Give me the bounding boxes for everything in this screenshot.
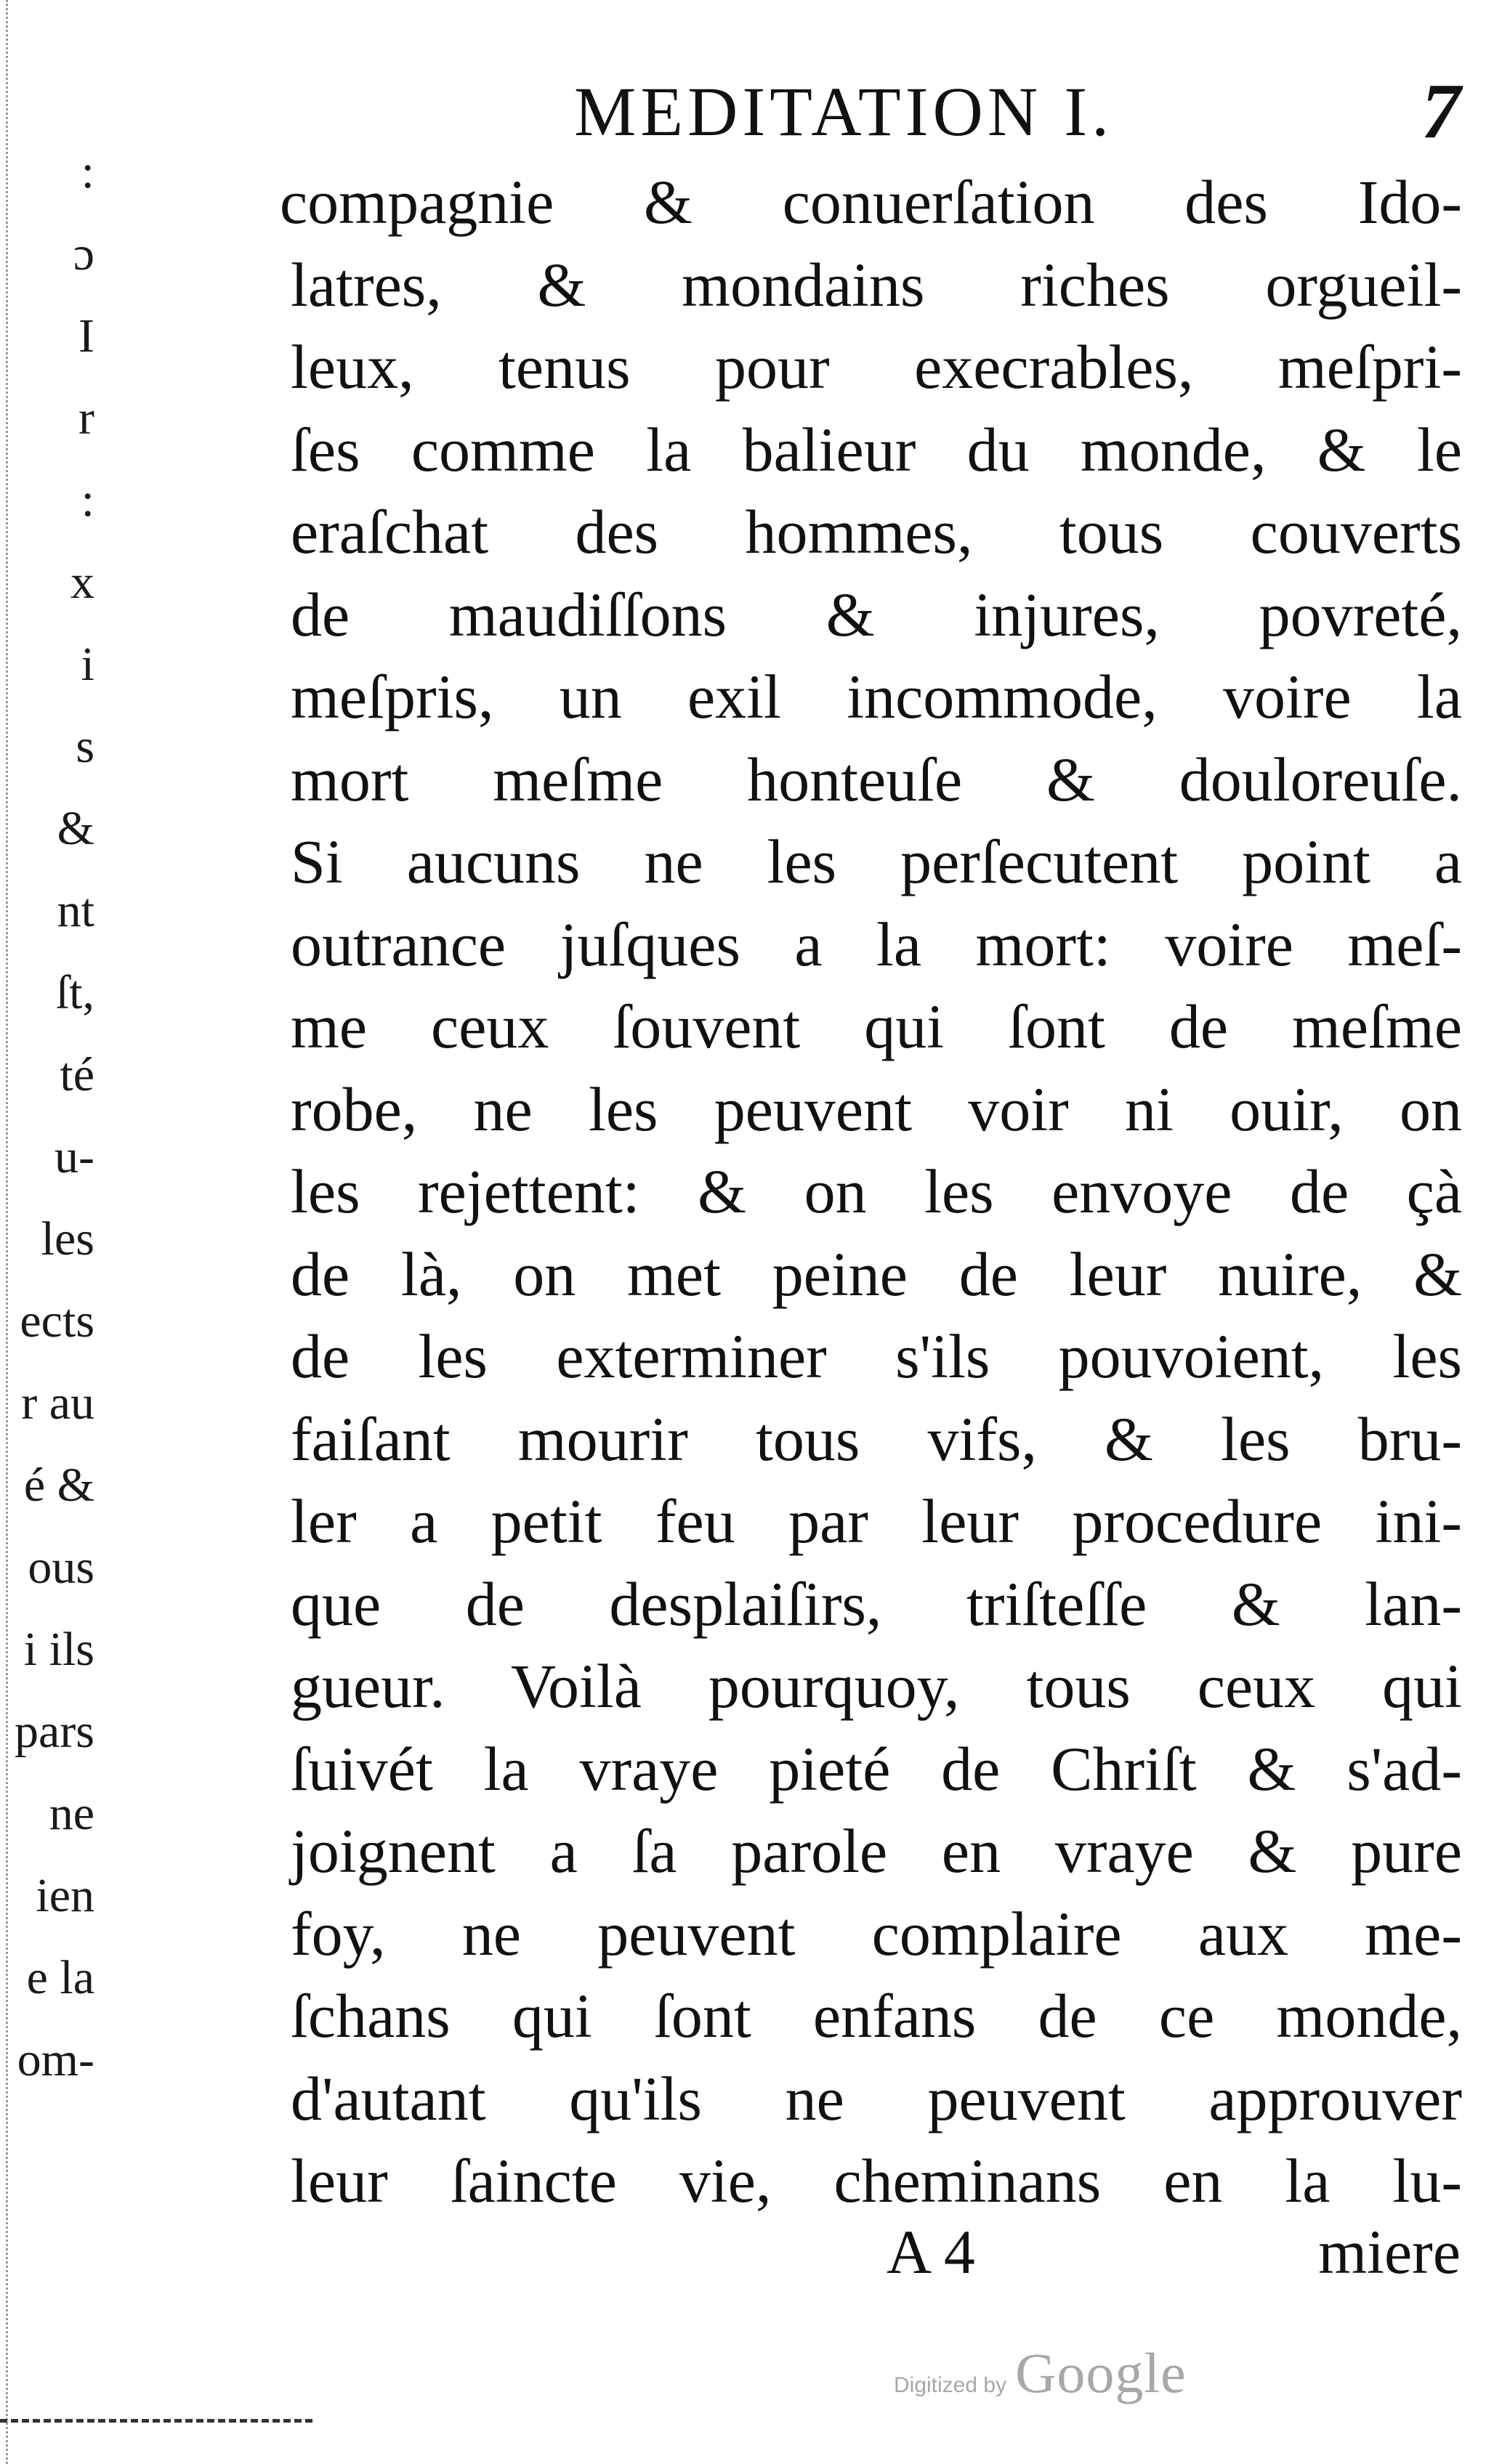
bleed-fragment: ous <box>28 1541 94 1594</box>
text-line: ſuivét la vraye pieté de Chriſt & s'ad- <box>291 1733 1462 1804</box>
page-header <box>567 68 1461 158</box>
page-footer <box>887 2212 1461 2292</box>
text-line: compagnie & conuerſation des Ido- <box>280 167 1462 237</box>
bleed-fragment: u- <box>54 1130 94 1183</box>
text-line: mort meſme honteuſe & douloreuſe. <box>291 744 1462 814</box>
bleed-fragment: é & <box>23 1459 94 1512</box>
bleed-fragment: e la <box>26 1951 94 2004</box>
watermark-prefix: Digitized by <box>894 2373 1007 2397</box>
bleed-fragment: i ils <box>23 1623 94 1676</box>
text-line: gueur. Voilà pourquoy, tous ceux qui <box>291 1651 1462 1721</box>
bottom-edge-mark <box>0 2419 312 2423</box>
text-line: outrance juſques a la mort: voire meſ- <box>291 909 1462 979</box>
text-line: ſchans qui ſont enfans de ce monde, <box>291 1981 1462 2051</box>
page-number: 7 <box>1421 68 1461 155</box>
text-line: meſpris, un exil incommode, voire la <box>291 662 1462 732</box>
bleed-fragment: ien <box>36 1869 94 1922</box>
bleed-fragment: nt <box>57 884 94 937</box>
bleed-fragment: x <box>70 556 94 609</box>
bleed-fragment: les <box>41 1212 94 1265</box>
catchword: miere <box>1318 2217 1461 2287</box>
text-line: latres, & mondains riches orgueil- <box>291 249 1462 320</box>
text-line: leur ſaincte vie, cheminans en la lu- <box>291 2146 1462 2216</box>
body-text <box>280 161 1462 2223</box>
text-line: joignent a ſa parole en vraye & pure <box>291 1816 1462 1886</box>
bleed-fragment: : <box>81 474 94 527</box>
bleed-fragment: i <box>81 638 94 691</box>
signature-mark: A 4 <box>887 2217 975 2287</box>
text-line: leux, tenus pour execrables, meſpri- <box>291 332 1462 402</box>
google-logo: Google <box>1015 2341 1187 2404</box>
running-head: MEDITATION I. <box>574 73 1114 150</box>
text-line: d'autant qu'ils ne peuvent approuver <box>291 2063 1462 2133</box>
bleed-fragment: om- <box>17 2033 94 2086</box>
bleed-fragment: té <box>60 1048 94 1101</box>
bleed-fragment: I <box>78 309 94 362</box>
bleed-fragment: ne <box>49 1787 94 1840</box>
bleed-fragment: : <box>81 145 94 198</box>
text-line: ler a petit feu par leur procedure ini- <box>291 1486 1462 1556</box>
facing-page-bleed <box>0 131 102 2101</box>
text-line: de maudiſſons & injures, povreté, <box>291 579 1462 649</box>
text-line: les rejettent: & on les envoye de çà <box>291 1156 1462 1226</box>
bleed-fragment: pars <box>15 1705 94 1758</box>
bleed-fragment: ſt, <box>55 966 94 1019</box>
text-line: de là, on met peine de leur nuire, & <box>291 1239 1462 1309</box>
bleed-fragment: s <box>76 720 94 773</box>
text-line: eraſchat des hommes, tous couverts <box>291 497 1462 567</box>
text-line: robe, ne les peuvent voir ni ouir, on <box>291 1074 1462 1144</box>
text-line: foy, ne peuvent complaire aux me- <box>291 1898 1462 1969</box>
text-line: faiſant mourir tous vifs, & les bru- <box>291 1403 1462 1474</box>
text-line: de les exterminer s'ils pouvoient, les <box>291 1321 1462 1391</box>
text-line: ſes comme la balieur du monde, & le <box>291 414 1462 485</box>
bleed-fragment: ects <box>20 1294 94 1348</box>
text-line: me ceux ſouvent qui ſont de meſme <box>291 992 1462 1061</box>
text-line: que de desplaiſirs, triſteſſe & lan- <box>291 1568 1462 1639</box>
text-line: Si aucuns ne les perſecutent point a <box>291 827 1462 896</box>
bleed-fragment: & <box>57 802 94 855</box>
bleed-fragment: r au <box>21 1377 94 1430</box>
bleed-fragment: r <box>78 392 94 445</box>
digitization-watermark <box>894 2341 1187 2413</box>
bleed-fragment: ɔ <box>73 227 94 280</box>
